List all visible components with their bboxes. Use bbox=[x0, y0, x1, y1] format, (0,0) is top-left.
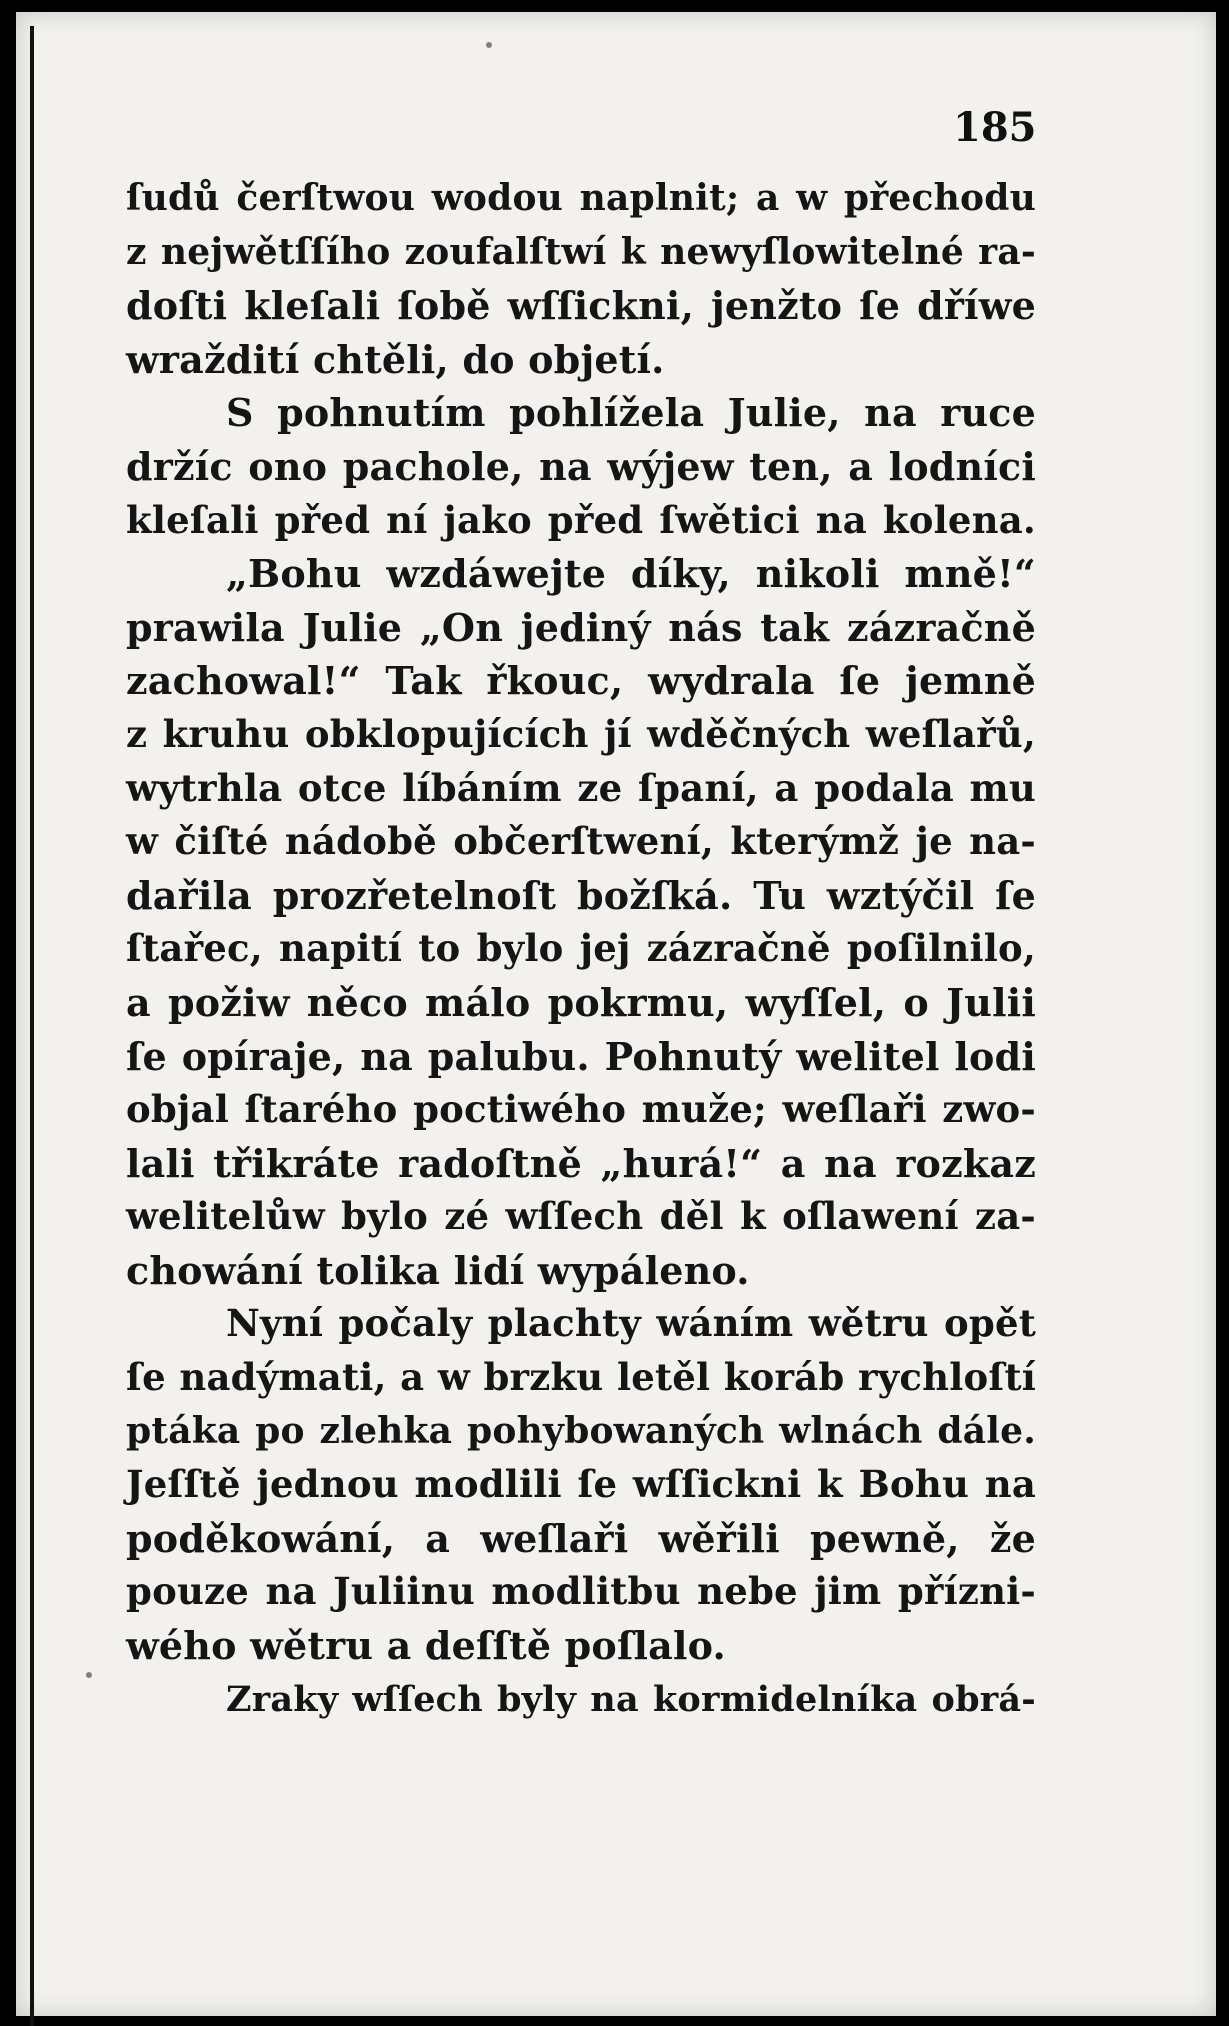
print-speck bbox=[86, 1672, 92, 1678]
text-line: S pohnutím pohlížela Julie, na ruce bbox=[226, 390, 1036, 436]
book-page bbox=[16, 12, 1216, 2016]
body-text bbox=[126, 172, 1036, 1726]
text-line: kleſali před ní jako před ſwětici na kolena. bbox=[126, 497, 1036, 542]
text-line: w čiſté nádobě občerſtwení, kterýmž je na- bbox=[126, 819, 1036, 864]
text-line: wraždití chtěli, do objetí. bbox=[126, 336, 665, 382]
text-line: „Bohu wzdáwejte díky, nikoli mně!“ bbox=[226, 551, 1036, 597]
text-line: chowání tolika lidí wypáleno. bbox=[126, 1247, 750, 1293]
text-line: lali třikráte radoſtně „hurá!“ a na rozkaz bbox=[126, 1140, 1036, 1186]
page-number: 185 bbox=[953, 104, 1037, 151]
print-speck bbox=[486, 42, 492, 48]
text-line: doſti kleſali ſobě wſſickni, jenžto ſe dříwe bbox=[126, 283, 1036, 329]
text-line: z kruhu obklopujících jí wděčných weſlařů, bbox=[126, 711, 1036, 756]
text-line: objal ſtarého poctiwého muže; weſlaři zwo- bbox=[126, 1087, 1036, 1132]
text-line: prawila Julie „On jediný nás tak zázračně bbox=[126, 604, 1036, 650]
page-edge-rule bbox=[30, 26, 34, 2026]
text-line: Nyní počaly plachty wáním wětru opět bbox=[226, 1301, 1036, 1346]
text-line: wytrhla otce líbáním ze ſpaní, a podala mu bbox=[126, 765, 1036, 810]
text-line: welitelůw bylo zé wſſech děl k oſlawení za- bbox=[126, 1194, 1036, 1239]
text-line: z nejwětſſího zoufalſtwí k newyſlowitelné ra- bbox=[126, 230, 1036, 273]
text-line: pouze na Juliinu modlitbu nebe jim přízni- bbox=[126, 1569, 1036, 1614]
text-line: držíc ono pachole, na wýjew ten, a lodníci bbox=[126, 443, 1036, 489]
text-line: ſtařec, napití to bylo jej zázračně poſilnilo, bbox=[126, 926, 1036, 971]
text-line: Jeſſtě jednou modlili ſe wſſickni k Bohu na bbox=[126, 1462, 1036, 1507]
text-line: ſe opíraje, na palubu. Pohnutý welitel lodi bbox=[126, 1033, 1036, 1079]
text-line: poděkowání, a weſlaři wěřili pewně, že bbox=[126, 1515, 1036, 1561]
text-line: ſudů čerſtwou wodou naplnit; a w přechodu bbox=[126, 177, 1036, 219]
text-line: Zraky wſſech byly na kormidelníka obrá- bbox=[226, 1678, 1036, 1720]
text-line: a požiw něco málo pokrmu, wyſſel, o Julii bbox=[126, 979, 1036, 1025]
text-line: dařila prozřetelnoſt božſká. Tu wztýčil ſe bbox=[126, 872, 1036, 918]
text-line: wého wětru a deſſtě poſlalo. bbox=[126, 1623, 726, 1669]
text-line: ptáka po zlehka pohybowaných wlnách dále. bbox=[126, 1409, 1036, 1452]
text-line: ſe nadýmati, a w brzku letěl koráb rychloſtí bbox=[126, 1355, 1036, 1400]
text-line: zachowal!“ Tak řkouc, wydrala ſe jemně bbox=[126, 658, 1036, 704]
